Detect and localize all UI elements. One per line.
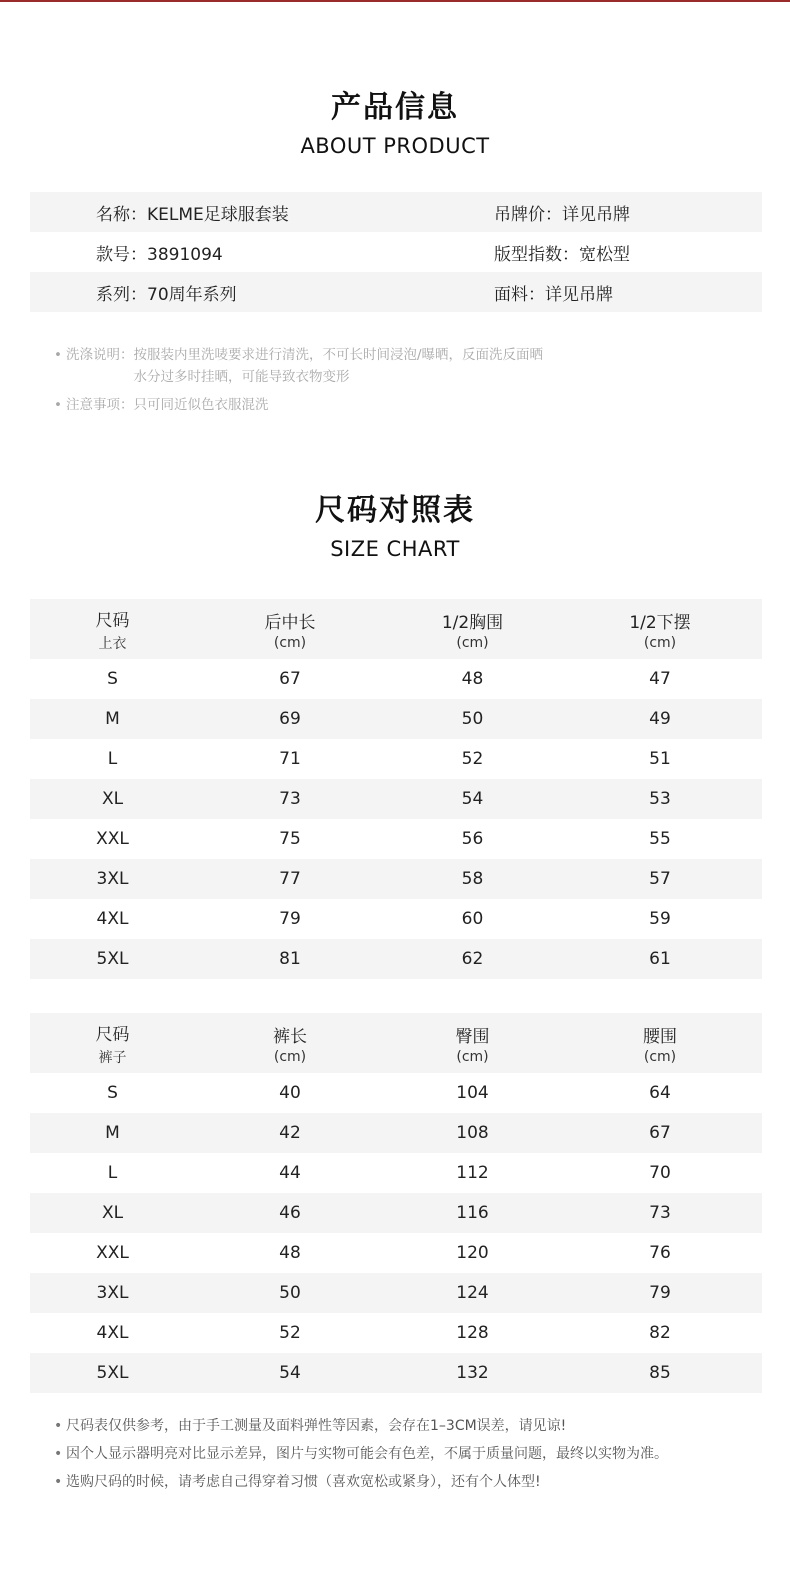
info-series: 系列：70周年系列 — [96, 284, 237, 305]
disclaimer-text: 因个人显示器明亮对比显示差异，图片与实物可能会有色差，不属于质量问题，最终以实物为准。 — [66, 1446, 668, 1462]
care-caution — [54, 394, 543, 416]
product-info-table — [30, 192, 762, 312]
table-row: XL 46 116 73 — [30, 1193, 762, 1233]
disclaimer-notes — [54, 1412, 668, 1496]
size-chart-heading — [0, 485, 790, 561]
table-row: L 44 112 70 — [107, 1163, 671, 1183]
header-cell: 1/2胸围 (cm) — [441, 612, 504, 651]
caution-text: 只可同近似色衣服混洗 — [133, 397, 269, 413]
info-row — [30, 232, 762, 272]
table-row: S 67 48 47 — [107, 669, 671, 689]
table-row: XXL 48 120 76 — [96, 1243, 671, 1263]
table-row: M 69 50 49 — [30, 699, 762, 739]
wash-instructions — [54, 344, 543, 388]
bullet-icon: • — [54, 397, 62, 413]
table-row: 5XL 54 132 85 — [30, 1353, 762, 1393]
top-size-table — [30, 599, 762, 979]
info-row — [30, 272, 762, 312]
disclaimer-text: 尺码表仅供参考，由于手工测量及面料弹性等因素，会存在1–3CM误差，请见谅! — [66, 1418, 567, 1434]
top-accent-line — [0, 0, 790, 2]
bullet-icon: • — [54, 1418, 63, 1434]
header-cell: 1/2下摆 (cm) — [629, 612, 691, 651]
info-row — [30, 192, 762, 232]
wash-text-line-2: 水分过多时挂晒，可能导致衣物变形 — [133, 369, 350, 385]
wash-text-line-1: 按服装内里洗唛要求进行清洗，不可长时间浸泡/曝晒，反面洗反面晒 — [133, 347, 544, 363]
table-row: S 40 104 64 — [107, 1083, 671, 1103]
header-cell: 后中长 (cm) — [264, 612, 316, 651]
table-row: L 71 52 51 — [107, 749, 671, 769]
bullet-icon: • — [54, 1474, 63, 1490]
table-row: M 42 108 67 — [30, 1113, 762, 1153]
bullet-icon: • — [54, 1446, 63, 1462]
disclaimer-text: 选购尺码的时候，请考虑自己得穿着习惯（喜欢宽松或紧身），还有个人体型! — [66, 1474, 541, 1490]
disclaimer-item — [54, 1440, 668, 1468]
size-chart-subtitle: SIZE CHART — [330, 537, 460, 561]
table-row: 5XL 81 62 61 — [30, 939, 762, 979]
info-fabric: 面料：详见吊牌 — [494, 284, 613, 305]
header-cell: 尺码 裤子 — [95, 1024, 130, 1066]
header-cell: 尺码 上衣 — [95, 610, 130, 652]
disclaimer-item — [54, 1468, 668, 1496]
product-info-subtitle: ABOUT PRODUCT — [300, 134, 490, 158]
wash-text — [134, 344, 544, 388]
care-notes — [54, 344, 543, 416]
header-cell: 臀围 (cm) — [455, 1026, 490, 1065]
table-row: 3XL 50 124 79 — [30, 1273, 762, 1313]
table-row: XL 73 54 53 — [30, 779, 762, 819]
table-header — [30, 1013, 762, 1073]
table-row: 4XL 79 60 59 — [96, 909, 671, 929]
wash-label: 洗涤说明： — [66, 347, 134, 363]
caution-label: 注意事项： — [66, 397, 134, 413]
table-row: XXL 75 56 55 — [96, 829, 671, 849]
info-style-number: 款号：3891094 — [96, 244, 223, 265]
header-cell: 腰围 (cm) — [643, 1026, 677, 1065]
info-fit: 版型指数：宽松型 — [494, 244, 630, 265]
disclaimer-item — [54, 1412, 668, 1440]
pants-size-table — [30, 1013, 762, 1393]
product-info-heading — [0, 82, 790, 158]
table-row: 3XL 77 58 57 — [30, 859, 762, 899]
size-chart-title: 尺码对照表 — [315, 493, 475, 528]
info-name: 名称：KELME足球服套装 — [96, 204, 289, 225]
bullet-icon: • — [54, 347, 62, 363]
product-info-title: 产品信息 — [331, 90, 459, 125]
table-row: 4XL 52 128 82 — [96, 1323, 671, 1343]
table-header — [30, 599, 762, 659]
info-tag-price: 吊牌价：详见吊牌 — [494, 204, 630, 225]
header-cell: 裤长 (cm) — [273, 1026, 307, 1065]
